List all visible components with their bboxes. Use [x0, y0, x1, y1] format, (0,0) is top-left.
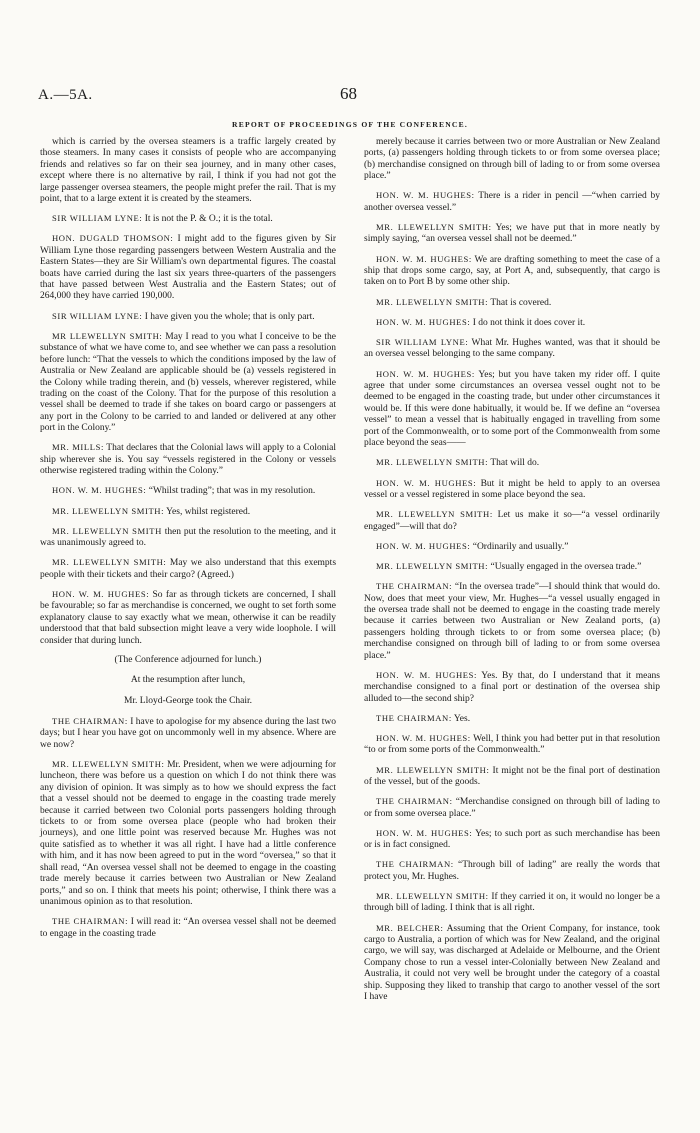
speech-paragraph [364, 137, 660, 183]
speaker-name: MR. LLEWELLYN SMITH: [376, 560, 489, 571]
speaker-name: MR. LLEWELLYN SMITH: [376, 509, 493, 520]
speech-paragraph [40, 442, 336, 477]
speaker-name: HON. W. M. HUGHES: [376, 477, 477, 488]
speaker-name: THE CHAIRMAN: [52, 916, 129, 927]
speech-paragraph [364, 713, 660, 725]
right-column [364, 137, 660, 1011]
speech-text: “In the oversea trade”—I should think that would do. Now, does that meet your view, Mr. Hughes—“a vessel usually engaged in the oversea trade shall not be deemed to engage in the coasting trade merely because it carries between two Australian or New Zealand ports, (a) passengers holding through tickets to or from some oversea place; (b) merchandise consigned on through bill of lading to or from some oversea place.” [364, 582, 660, 661]
speech-paragraph [40, 485, 336, 497]
speech-text: Yes; to such port as such merchandise has been or is in fact consigned. [364, 828, 660, 851]
speech-paragraph [40, 311, 336, 323]
speech-paragraph [364, 828, 660, 852]
speech-text: Yes. By that, do I understand that it means merchandise consigned to a final port or destination of the oversea ship alluded to—the second ship? [364, 670, 661, 704]
speech-paragraph [40, 233, 336, 302]
speaker-name: HON. W. M. HUGHES: [376, 316, 471, 327]
speaker-name: MR LLEWELLYN SMITH: [52, 330, 163, 341]
speaker-name: MR. LLEWELLYN SMITH: [376, 296, 489, 307]
speech-text: That is covered. [490, 297, 552, 308]
speech-text: It might not be the final port of destination of the vessel, but of the goods. [364, 765, 661, 788]
speech-paragraph [364, 509, 660, 533]
speech-paragraph [364, 297, 660, 309]
speech-text: I have given you the whole; that is only part. [144, 311, 315, 322]
speech-text: So far as through tickets are concerned, I shall be favourable; so far as merchandise is concerned, we ought to set forth some explanatory clause to say exactly what we mean, otherwise it can be readily understood that that bald subsection might leave a very wide loophole. I will consider that during lunch. [40, 589, 337, 646]
speaker-name: HON. W. M. HUGHES: [52, 485, 147, 496]
speech-text: We are drafting something to meet the case of a ship that drops some cargo, say, at Port A, and, subsequently, that cargo is taken on to Port B by some other ship. [364, 254, 660, 288]
speaker-name: THE CHAIRMAN: [376, 581, 453, 592]
speech-text: It is not the P. & O.; it is the total. [144, 214, 273, 225]
speech-paragraph [364, 891, 660, 915]
speech-paragraph [40, 526, 336, 550]
speaker-name: THE CHAIRMAN: [376, 796, 453, 807]
speech-paragraph [364, 796, 660, 820]
speaker-name: THE CHAIRMAN: [376, 712, 452, 723]
speech-paragraph [364, 581, 660, 662]
left-column [40, 137, 336, 948]
speech-text: I do not think it does cover it. [472, 317, 586, 328]
speech-paragraph [40, 716, 336, 751]
speaker-name: HON. W. M. HUGHES: [376, 368, 475, 379]
speaker-name: SIR WILLIAM LYNE: [52, 310, 143, 321]
speech-paragraph [364, 765, 660, 789]
speech-paragraph [364, 733, 660, 757]
speech-text: Yes; we have put that in more neatly by simply saying, “an oversea vessel shall not be deemed.” [364, 223, 661, 245]
speaker-name: HON. W. M. HUGHES: [376, 540, 471, 551]
speech-text: Mr. President, when we were adjourning for luncheon, there was before us a question on which I do not think there was any division of opinion. It was simply as to how we should express the fact that a vessel should not be deemed to engage in the coasting trade merely because it carried between two Colonial ports passengers holding through tickets to or from some oversea place (people who had broken their journeys), and one little point was reserved because Mr. Hughes was not quite satisfied as to whether it was all right. I have had a little conference with him, and it has now been agreed to put in the word “oversea,” so that it shall read, “An oversea vessel shall not be deemed to engage in the coasting trade merely because it carries between two Australian or New Zealand ports,” and so on. I think that meets his point; otherwise, I think there was a unanimous opinion as to that resolution. [40, 760, 337, 907]
speaker-name: HON. W. M. HUGHES: [52, 588, 150, 599]
speech-text: I have to apologise for my absence during the last two days; but I hear you have got on uncommonly well in my absence. Where are we now? [40, 717, 336, 750]
speech-text: which is carried by the oversea steamers is a traffic largely created by those steamers. In many cases it consists of people who are accompanying friends and relatives so far on their sea journey, and in many other cases, except where there is no alternative by rail, I think if you had not got the large passenger oversea steamers, the people might prefer the rail. That is my point, that to a large extent it is created by the steamers. [40, 137, 336, 205]
speaker-name: MR. LLEWELLYN SMITH: [52, 505, 165, 516]
speaker-name: MR. LLEWELLYN SMITH: [376, 764, 490, 775]
speech-paragraph [40, 213, 336, 225]
speaker-name: SIR WILLIAM LYNE: [52, 213, 143, 224]
speech-text: May I read to you what I conceive to be the substance of what we have come to, and see whether we can pass a resolution before lunch: “That the vessels to which the conditions imposed by the law of Australia or New Zealand are applicable should be (a) vessels registered in the Colony while trading therein, and (b) vessels, wherever registered, while trading on the coast of the Colony. That for the purpose of this resolution a vessel shall be deemed to trade if she takes on board cargo or passengers at any port in the Colony to be carried to and landed or delivered at any other port in the Colony.” [40, 331, 336, 434]
speaker-name: MR. LLEWELLYN SMITH: [52, 557, 167, 568]
speech-text: But it might be held to apply to an oversea vessel or a vessel registered in some place beyond the sea. [364, 478, 661, 500]
speech-text: “Ordinarily and usually.” [472, 541, 569, 552]
speaker-name: SIR WILLIAM LYNE: [376, 337, 469, 348]
speaker-name: HON. DUGALD THOMSON: [52, 233, 174, 244]
speech-paragraph [40, 916, 336, 940]
speech-text: “Merchandise consigned on through bill of lading to or from some oversea place.” [364, 797, 660, 819]
speech-text: “Usually engaged in the oversea trade.” [490, 561, 642, 572]
page-number: 68 [340, 84, 357, 103]
speech-paragraph [364, 457, 660, 469]
speech-paragraph [364, 337, 660, 361]
speech-paragraph [364, 190, 660, 214]
stage-direction: Mr. Lloyd-George took the Chair. [123, 695, 253, 706]
speech-paragraph [40, 137, 336, 205]
speaker-name: HON. W. M. HUGHES: [376, 190, 475, 201]
speaker-name: MR. LLEWELLYN SMITH: [376, 222, 492, 233]
speech-paragraph [364, 317, 660, 329]
speech-paragraph [40, 759, 336, 908]
speech-text: What Mr. Hughes wanted, was that it should be an oversea vessel belonging to the same company. [364, 338, 660, 360]
speaker-name: HON. W. M. HUGHES: [376, 827, 473, 838]
speech-paragraph [364, 923, 660, 1004]
speech-text: “Through bill of lading” are really the words that protect you, Mr. Hughes. [364, 860, 660, 882]
running-title: REPORT OF PROCEEDINGS OF THE CONFERENCE. [232, 120, 468, 129]
stage-direction: At the resumption after lunch, [130, 675, 246, 686]
speech-text: “Whilst trading”; that was in my resolution. [148, 486, 316, 497]
speech-paragraph [364, 859, 660, 883]
speaker-name: MR. LLEWELLYN SMITH: [376, 457, 489, 468]
speech-paragraph [40, 557, 336, 581]
document-reference: A.—5A. [38, 87, 93, 103]
speaker-name: THE CHAIRMAN: [376, 859, 454, 870]
speech-text: There is a rider in pencil —“when carried by another oversea vessel.” [364, 191, 660, 213]
speech-text: merely because it carries between two or more Australian or New Zealand ports, (a) passengers holding through tickets to or from some oversea place; (b) merchandise consigned on through bill of lading to or from some oversea place.” [364, 137, 660, 182]
speech-text: Yes. [453, 713, 471, 724]
speech-paragraph [40, 589, 336, 647]
speech-paragraph [364, 478, 660, 502]
speech-paragraph [364, 561, 660, 573]
speaker-name: MR. LLEWELLYN SMITH [52, 525, 162, 536]
stage-direction: (The Conference adjourned for lunch.) [114, 654, 262, 665]
speaker-name: HON. W. M. HUGHES: [376, 669, 477, 680]
speaker-name: MR. MILLS: [52, 442, 104, 453]
speech-paragraph [364, 254, 660, 289]
speech-text: That will do. [490, 458, 540, 469]
speech-text: If they carried it on, it would no longer be a through bill of lading. I think that is all right. [364, 892, 660, 914]
speech-paragraph [40, 331, 336, 435]
speech-text: I will read it: “An oversea vessel shall not be deemed to engage in the coasting trade [40, 917, 336, 939]
speech-text: May we also understand that this exempts people with their tickets and their cargo? (Agreed.) [40, 558, 337, 580]
speech-paragraph [40, 506, 336, 518]
speech-text: Let us make it so—“a vessel ordinarily engaged”—will that do? [364, 510, 660, 532]
speech-text: Well, I think you had better put in that resolution “to or from some ports of the Commonwealth.” [364, 734, 660, 756]
speech-paragraph [364, 670, 660, 705]
speech-paragraph [364, 541, 660, 553]
speaker-name: HON. W. M. HUGHES: [376, 253, 472, 264]
speaker-name: MR. LLEWELLYN SMITH: [376, 891, 489, 902]
speech-text: That declares that the Colonial laws will apply to a Colonial ship wherever she is. You say “vessels registered in the Colony or vessels otherwise registered trading within the Colony.” [40, 443, 336, 477]
speaker-name: THE CHAIRMAN: [52, 716, 128, 727]
speech-paragraph [364, 222, 660, 246]
speaker-name: MR. LLEWELLYN SMITH: [52, 759, 165, 770]
speech-text: then put the resolution to the meeting, and it was unanimously agreed to. [40, 526, 336, 549]
speaker-name: HON. W. M. HUGHES: [376, 733, 471, 743]
speech-text: I might add to the figures given by Sir William Lyne those regarding passengers between Western Australia and the Eastern States—they are Sir William's own departmental figures. The coastal boats have carried during the last six years three-quarters of the passengers that have passed between West Australia and the Eastern States; out of 264,000 they have carried 190,000. [40, 234, 336, 302]
speech-text: Assuming that the Orient Company, for instance, took cargo to Australia, a portion of which was for New Zealand, and the original cargo, we will say, was discharged at Adelaide or Melbourne, and the Orient Company chose to run a vessel inter-Colonially between New Zealand and Australia, it could not very well be brought under the category of a coastal ship. Supposing they liked to tranship that cargo to another vessel of the sort I have [364, 923, 660, 1003]
speech-text: Yes; but you have taken my rider off. I quite agree that under some circumstances an oversea vessel ought not to be deemed to be engaged in the coasting trade, but under other circumstances it would be. If this were done habitually, it would be. If we define an “oversea vessel” to mean a vessel that is habitually engaged in travelling from some port of the Commonwealth, or to some port of the Commonwealth from some place beyond the seas—— [364, 369, 660, 449]
speaker-name: MR. BELCHER: [376, 922, 444, 933]
speech-paragraph [364, 369, 660, 450]
speech-text: Yes, whilst registered. [166, 506, 251, 517]
